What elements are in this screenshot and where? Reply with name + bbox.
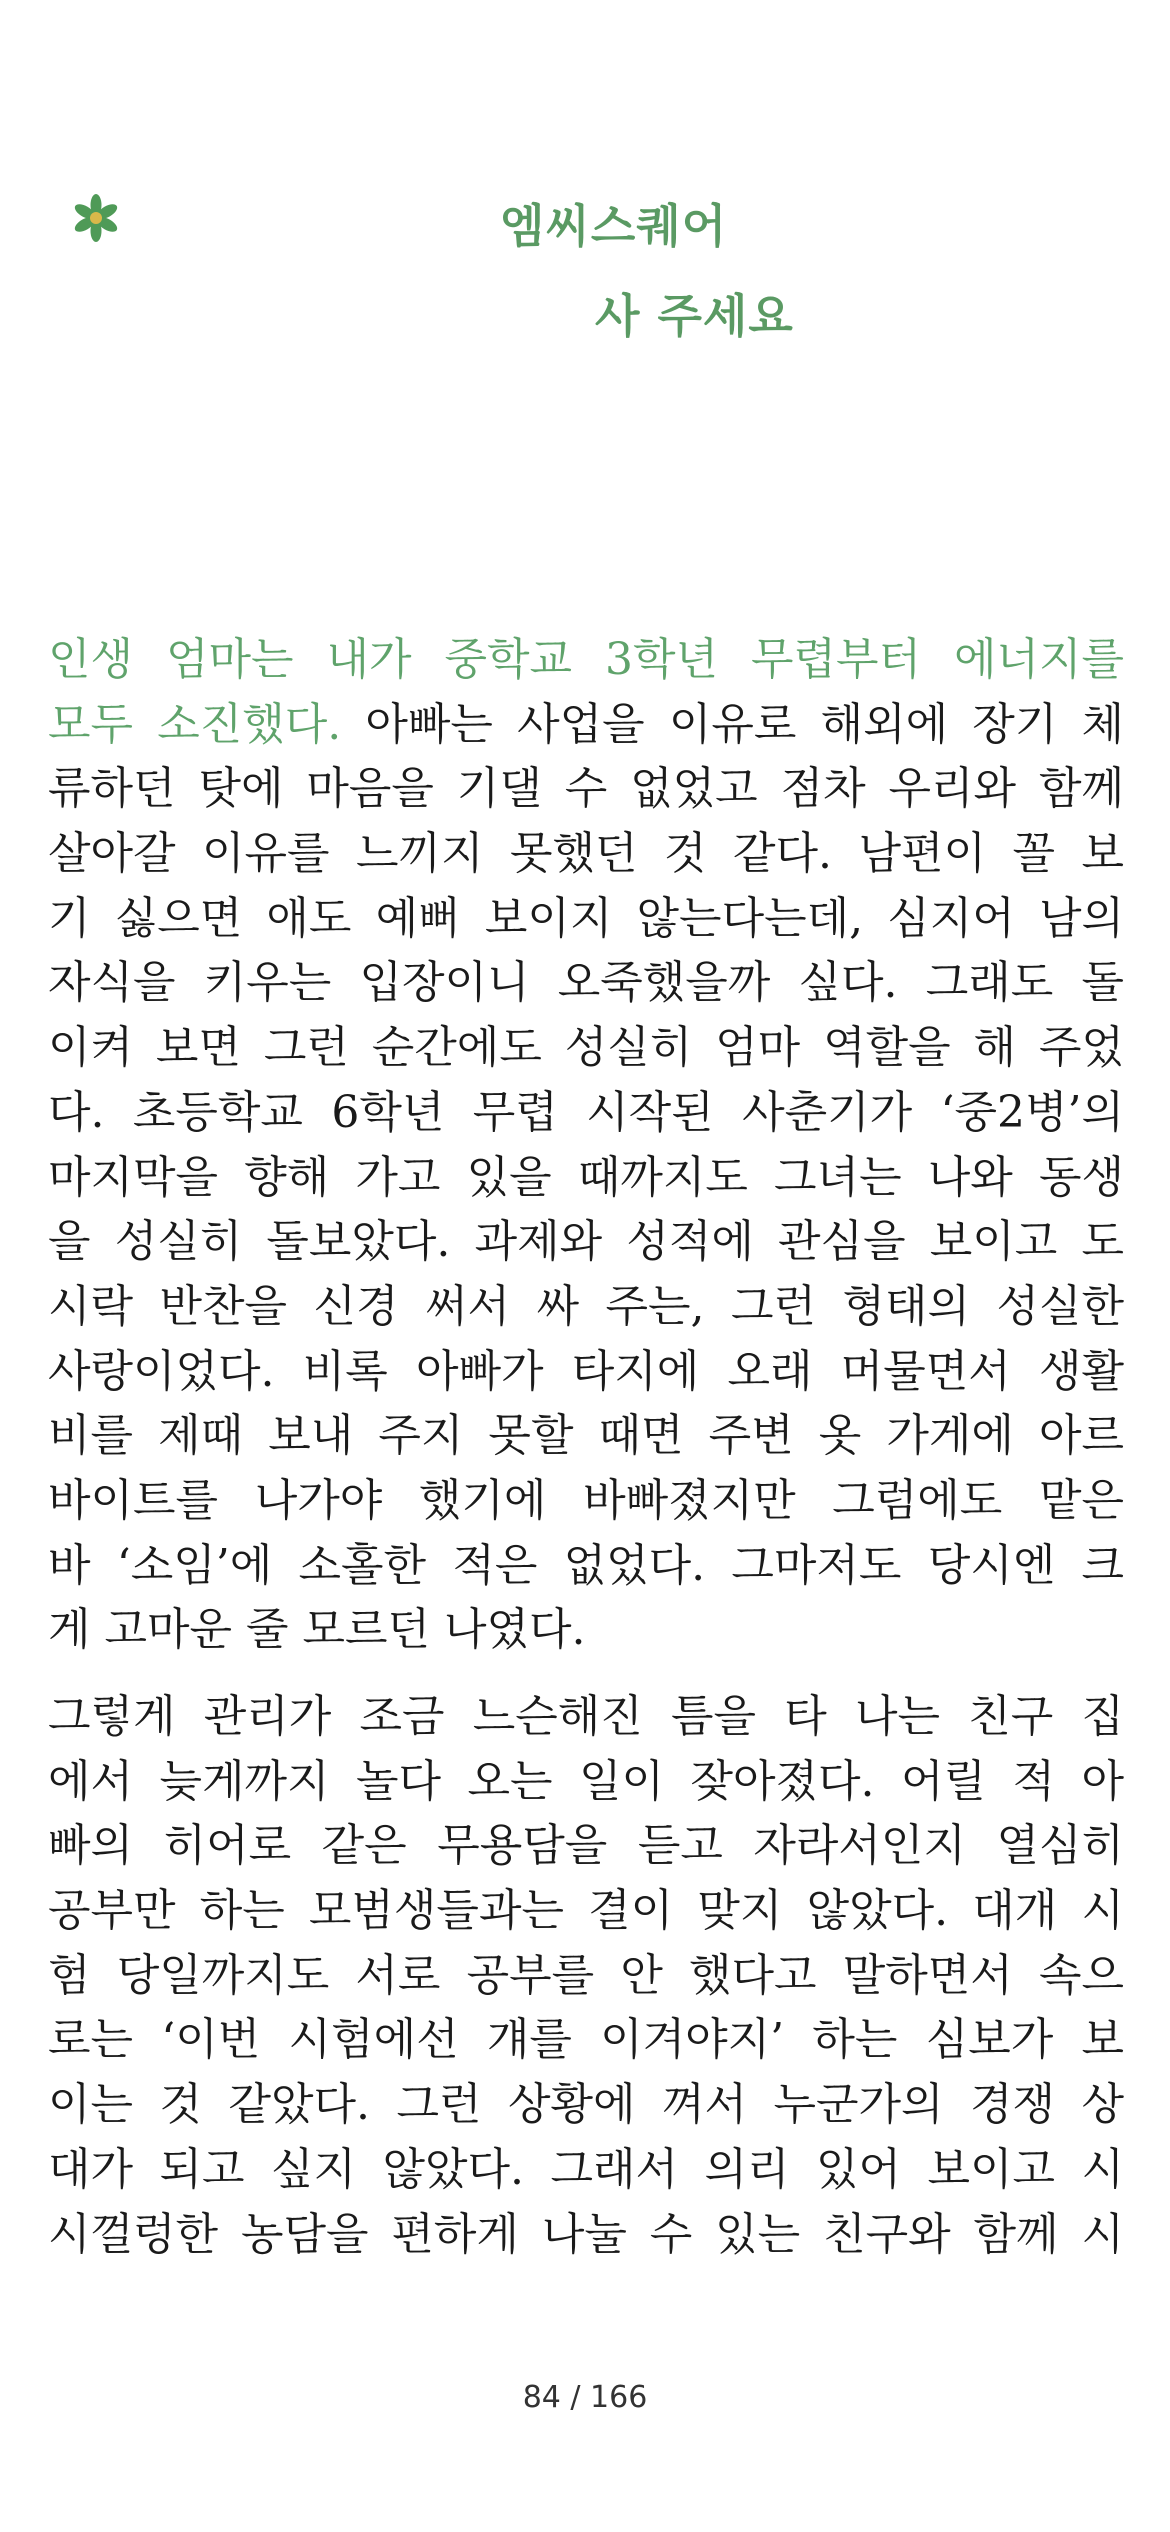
text-line: 이는 것 같았다. 그런 상황에 껴서 누군가의 경쟁 상 bbox=[48, 2079, 1124, 2131]
text-line: 공부만 하는 모범생들과는 결이 맞지 않았다. 대개 시 bbox=[48, 1885, 1124, 1937]
text-line bbox=[48, 693, 1124, 758]
text-line: 시락 반찬을 신경 써서 싸 주는, 그런 형태의 성실한 bbox=[48, 1280, 1124, 1332]
text-line: 마지막을 향해 가고 있을 때까지도 그녀는 나와 동생 bbox=[48, 1151, 1124, 1203]
text-line: 험 당일까지도 서로 공부를 안 했다고 말하면서 속으 bbox=[48, 1949, 1124, 2001]
chapter-title: 사 주세요 bbox=[595, 289, 794, 343]
paragraph bbox=[48, 628, 1124, 1663]
book-title: 엠씨스퀘어 bbox=[500, 199, 728, 253]
text-line: 게 고마운 줄 모르던 나였다. bbox=[48, 1604, 586, 1656]
text-span: 아빠는 사업을 이유로 해외에 장기 체 bbox=[341, 698, 1124, 750]
text-line: 다. 초등학교 6학년 무렵 시작된 사춘기가 ‘중2병’의 bbox=[48, 1086, 1124, 1138]
paragraph-gap bbox=[48, 1663, 1124, 1685]
text-line: 자식을 키우는 입장이니 오죽했을까 싶다. 그래도 돌 bbox=[48, 957, 1124, 1009]
body-text bbox=[48, 628, 1124, 2267]
text-line: 빠의 히어로 같은 무용담을 듣고 자라서인지 열심히 bbox=[48, 1820, 1124, 1872]
text-line: 시껄렁한 농담을 편하게 나눌 수 있는 친구와 함께 시 bbox=[48, 2208, 1124, 2260]
text-line: 이켜 보면 그런 순간에도 성실히 엄마 역할을 해 주었 bbox=[48, 1022, 1124, 1074]
text-line: 비를 제때 보내 주지 못할 때면 주변 옷 가게에 아르 bbox=[48, 1410, 1124, 1462]
text-line: 그렇게 관리가 조금 느슨해진 틈을 타 나는 친구 집 bbox=[48, 1691, 1124, 1742]
text-line: 에서 늦게까지 놀다 오는 일이 잦아졌다. 어릴 적 아 bbox=[48, 1755, 1124, 1807]
chapter-header bbox=[0, 0, 1170, 400]
text-line: 살아갈 이유를 느끼지 못했던 것 같다. 남편이 꼴 보 bbox=[48, 828, 1124, 880]
text-line: 바 ‘소임’에 소홀한 적은 없었다. 그마저도 당시엔 크 bbox=[48, 1539, 1124, 1591]
paragraph bbox=[48, 1685, 1124, 2267]
page-number: 84 / 166 bbox=[522, 2380, 648, 2415]
flower-icon bbox=[70, 192, 122, 244]
text-line: 사랑이었다. 비록 아빠가 타지에 오래 머물면서 생활 bbox=[48, 1345, 1124, 1397]
text-line: 기 싫으면 애도 예뻐 보이지 않는다는데, 심지어 남의 bbox=[48, 892, 1124, 944]
text-line: 류하던 탓에 마음을 기댈 수 없었고 점차 우리와 함께 bbox=[48, 763, 1124, 815]
text-line: 인생 엄마는 내가 중학교 3학년 무렵부터 에너지를 bbox=[48, 634, 1124, 685]
text-line: 로는 ‘이번 시험에선 걔를 이겨야지’ 하는 심보가 보 bbox=[48, 2014, 1124, 2066]
text-line: 바이트를 나가야 했기에 바빠졌지만 그럼에도 맡은 bbox=[48, 1474, 1124, 1526]
highlighted-text: 모두 소진했다. bbox=[48, 698, 342, 750]
text-line: 을 성실히 돌보았다. 과제와 성적에 관심을 보이고 도 bbox=[48, 1216, 1124, 1268]
text-line: 대가 되고 싶지 않았다. 그래서 의리 있어 보이고 시 bbox=[48, 2143, 1124, 2195]
